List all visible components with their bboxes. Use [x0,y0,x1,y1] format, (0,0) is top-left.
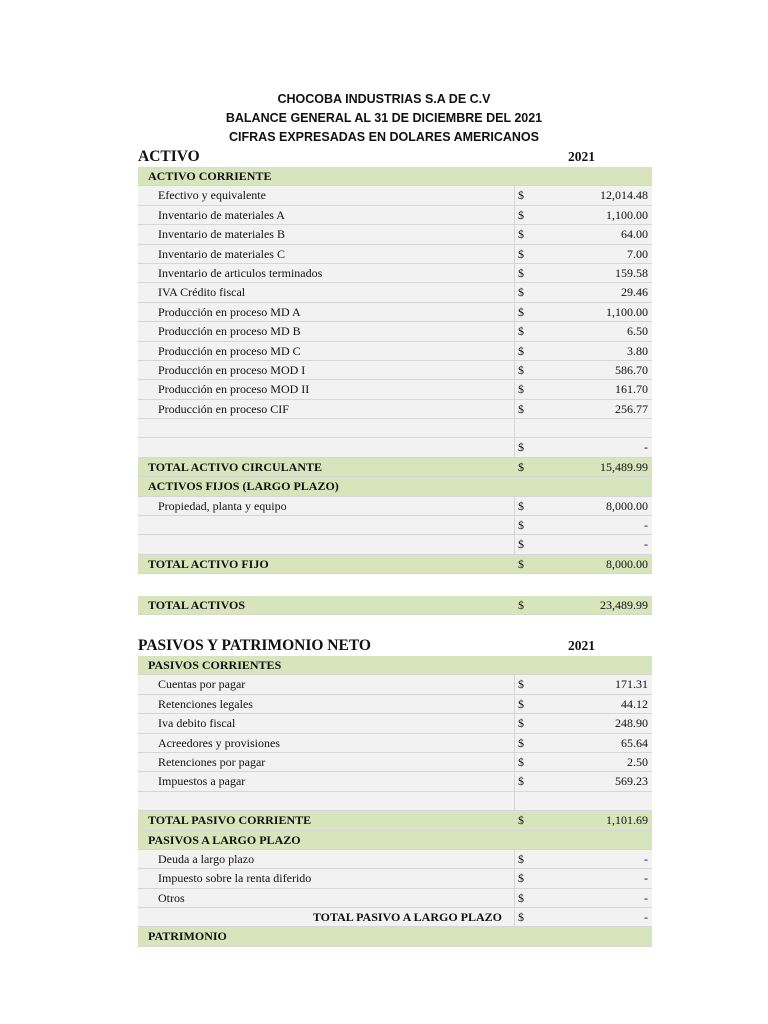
total-amount: 15,489.99 [600,459,648,474]
currency-symbol: $ [518,188,524,203]
row-label: ACTIVO CORRIENTE [148,169,272,183]
total-label: TOTAL PASIVO A LARGO PLAZO [312,910,502,925]
row-label: IVA Crédito fiscal [158,285,246,300]
table-row [138,342,652,361]
total-activos-table [138,596,652,615]
row-label: Inventario de materiales B [158,227,285,242]
row-label: Retenciones por pagar [158,754,266,769]
currency-symbol: $ [518,324,524,339]
row-amount: - [644,890,648,905]
row-amount: - [644,518,648,533]
table-row [138,361,652,380]
row-amount: - [644,871,648,886]
table-row [138,889,652,908]
activos-fijos-heading [138,477,652,496]
table-row [138,186,652,205]
row-label: Producción en proceso MOD I [158,362,306,377]
row-label: Iva debito fiscal [158,716,236,731]
total-activo-fijo-row [138,555,652,574]
currency-symbol: $ [518,518,524,533]
currency-symbol: $ [518,537,524,552]
row-amount: 171.31 [615,677,648,692]
row-label: Producción en proceso CIF [158,401,289,416]
row-amount: 6.50 [627,324,648,339]
activo-corriente-heading [138,167,652,186]
total-amount: 8,000.00 [606,556,648,571]
currency-symbol: $ [518,716,524,731]
table-row [138,264,652,283]
row-label: PASIVOS A LARGO PLAZO [148,832,301,847]
row-label: Retenciones legales [158,696,253,711]
row-amount: 7.00 [627,246,648,261]
currency-symbol: $ [518,498,524,513]
row-label: PASIVOS CORRIENTES [148,658,282,672]
activo-section-title [138,148,652,168]
row-label: Producción en proceso MD B [158,324,301,339]
currency-note: CIFRAS EXPRESADAS EN DOLARES AMERICANOS [229,130,539,144]
row-amount: 569.23 [615,774,648,789]
table-row [138,675,652,694]
report-title: BALANCE GENERAL AL 31 DE DICIEMBRE DEL 2021 [225,111,543,125]
table-row [138,734,652,753]
activo-table [138,167,652,574]
pasivos-corrientes-heading [138,656,652,675]
pasivo-title: PASIVOS Y PATRIMONIO NETO [138,637,371,654]
row-label: Otros [158,890,185,905]
table-row [138,245,652,264]
total-label: TOTAL ACTIVO FIJO [148,556,269,571]
currency-symbol: $ [518,754,524,769]
table-row [138,869,652,888]
currency-symbol: $ [518,696,524,711]
currency-symbol: $ [518,556,524,571]
row-label: Efectivo y equivalente [158,188,266,203]
row-label: Propiedad, planta y equipo [158,498,287,513]
table-row [138,772,652,791]
currency-symbol: $ [518,285,524,300]
activo-year: 2021 [568,149,595,164]
table-row [138,516,652,535]
table-row [138,206,652,225]
table-row [138,380,652,399]
total-amount: 1,101.69 [606,813,648,828]
row-amount: - [644,537,648,552]
currency-symbol: $ [518,401,524,416]
row-amount: 159.58 [615,265,648,280]
row-amount: 586.70 [615,362,648,377]
row-label: PATRIMONIO [148,929,227,944]
total-pasivo-corriente-row [138,811,652,830]
row-amount: 161.70 [615,382,648,397]
currency-symbol: $ [518,735,524,750]
row-label: Producción en proceso MD C [158,343,301,358]
row-amount: 2.50 [627,754,648,769]
currency-symbol: $ [518,246,524,261]
currency-symbol: $ [518,813,524,828]
currency-symbol: $ [518,440,524,455]
row-label: Impuestos a pagar [158,774,246,789]
row-amount: 3.80 [627,343,648,358]
row-amount: 29.46 [621,285,648,300]
currency-symbol: $ [518,677,524,692]
pasivo-year: 2021 [568,638,595,653]
currency-symbol: $ [518,343,524,358]
row-amount: 8,000.00 [606,498,648,513]
row-amount: 44.12 [621,696,648,711]
row-label: Inventario de materiales A [158,207,285,222]
row-label: Cuentas por pagar [158,677,246,692]
row-label: Deuda a largo plazo [158,851,255,866]
table-row [138,283,652,302]
pasivo-table [138,656,652,947]
total-pasivo-largo-plazo-row [138,908,652,927]
table-row [138,714,652,733]
table-row [138,400,652,419]
row-amount: 65.64 [621,735,648,750]
row-amount: 1,100.00 [606,304,648,319]
table-row [138,850,652,869]
row-amount: - [644,851,648,866]
row-amount: - [644,440,648,455]
row-amount: 12,014.48 [600,188,648,203]
pasivos-largo-plazo-heading [138,831,652,850]
currency-symbol: $ [518,459,524,474]
row-label: Inventario de articulos terminados [158,265,323,280]
total-activo-circulante-row [138,458,652,477]
currency-symbol: $ [518,774,524,789]
currency-symbol: $ [518,890,524,905]
currency-symbol: $ [518,910,524,925]
currency-symbol: $ [518,382,524,397]
patrimonio-heading [138,927,652,946]
table-row [138,535,652,554]
total-label: TOTAL ACTIVOS [148,598,246,612]
row-label: Inventario de materiales C [158,246,285,261]
row-label: Acreedores y provisiones [158,735,280,750]
total-label: TOTAL ACTIVO CIRCULANTE [148,459,323,474]
row-label: Producción en proceso MOD II [158,382,310,397]
currency-symbol: $ [518,227,524,242]
row-amount: 64.00 [621,227,648,242]
currency-symbol: $ [518,265,524,280]
table-row [138,695,652,714]
table-row [138,303,652,322]
table-row [138,322,652,341]
table-row [138,792,652,811]
table-row [138,753,652,772]
total-activos-row [138,596,652,615]
activo-title: ACTIVO [138,148,200,165]
row-label: Producción en proceso MD A [158,304,301,319]
currency-symbol: $ [518,871,524,886]
total-label: TOTAL PASIVO CORRIENTE [148,813,312,828]
company-name: CHOCOBA INDUSTRIAS S.A DE C.V [277,92,491,106]
row-amount: 1,100.00 [606,207,648,222]
currency-symbol: $ [518,362,524,377]
row-amount: 248.90 [615,716,648,731]
total-amount: - [644,910,648,925]
currency-symbol: $ [518,207,524,222]
total-amount: 23,489.99 [600,598,648,612]
currency-symbol: $ [518,304,524,319]
row-label: Impuesto sobre la renta diferido [158,871,312,886]
pasivo-section-title [138,637,652,657]
table-row [138,419,652,438]
table-row [138,497,652,516]
currency-symbol: $ [518,851,524,866]
row-label: ACTIVOS FIJOS (LARGO PLAZO) [148,479,339,494]
row-amount: 256.77 [615,401,648,416]
currency-symbol: $ [518,598,524,612]
table-row [138,225,652,244]
table-row [138,438,652,457]
